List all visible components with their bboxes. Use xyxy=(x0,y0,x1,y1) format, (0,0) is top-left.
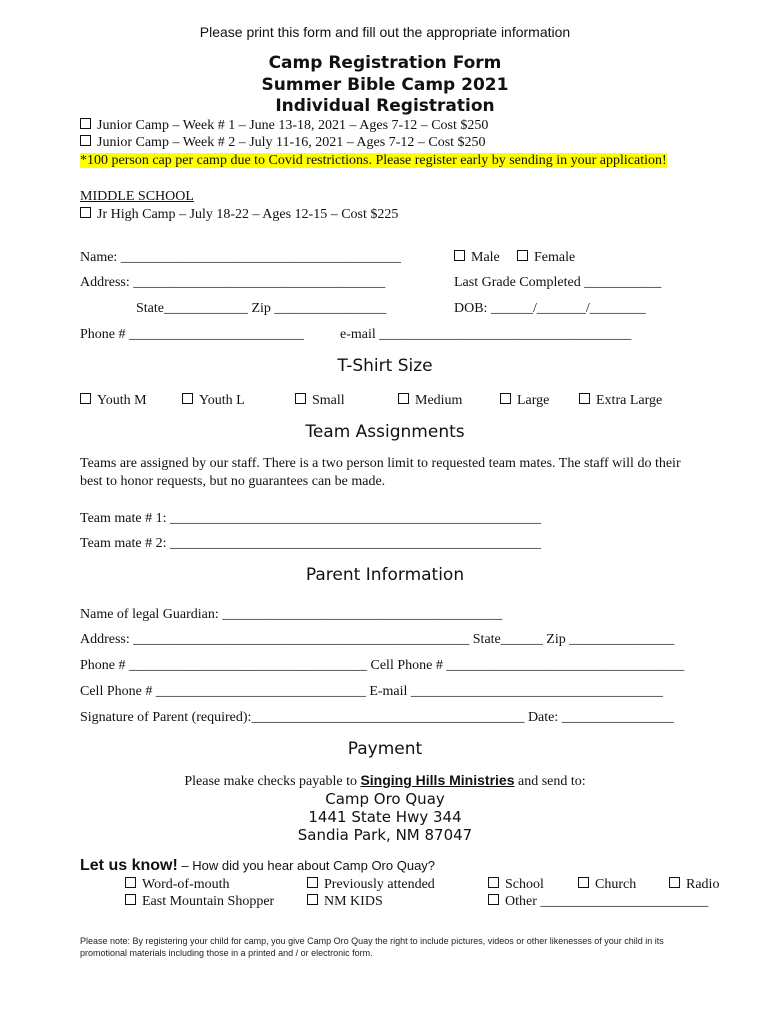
form-title: Camp Registration Form xyxy=(268,53,502,73)
tshirt-youth-m-option[interactable] xyxy=(80,393,147,409)
jr-high-camp-label: Jr High Camp – July 18-22 – Ages 12-15 – Cost $225 xyxy=(97,207,399,222)
female-option[interactable] xyxy=(517,250,575,266)
legal-guardian-field[interactable]: Name of legal Guardian: ________________________________________ xyxy=(80,607,503,622)
checkbox-icon[interactable] xyxy=(307,877,318,888)
mailing-address-line2: 1441 State Hwy 344 xyxy=(308,808,462,826)
team-description-line1: Teams are assigned by our staff. There is a two person limit to requested team mates. The staff will do their xyxy=(80,456,681,471)
checkbox-icon[interactable] xyxy=(454,250,465,261)
tshirt-large-option[interactable] xyxy=(500,393,549,409)
photo-release-note-line2: promotional materials including those in a printed and / or electronic form. xyxy=(80,948,373,958)
checkbox-icon[interactable] xyxy=(125,894,136,905)
survey-church-option[interactable]: Church xyxy=(578,877,636,893)
team-mate-1-field[interactable]: Team mate # 1: _____________________________________________________ xyxy=(80,511,541,526)
parent-phone-field[interactable]: Phone # __________________________________ Cell Phone # __________________________________ xyxy=(80,658,685,673)
survey-radio-option[interactable]: Radio xyxy=(669,877,719,893)
form-subtitle: Summer Bible Camp 2021 xyxy=(261,75,509,95)
email-field[interactable]: e-mail ____________________________________ xyxy=(340,327,632,342)
checkbox-icon[interactable] xyxy=(517,250,528,261)
tshirt-option-label: Youth L xyxy=(199,393,245,408)
parent-information-heading: Parent Information xyxy=(305,565,465,585)
dob-field[interactable]: DOB: ______/_______/________ xyxy=(454,301,646,316)
parent-cell-email-field[interactable]: Cell Phone # ______________________________ E-mail ____________________________________ xyxy=(80,684,663,699)
tshirt-size-heading: T-Shirt Size xyxy=(337,356,433,376)
last-grade-field[interactable]: Last Grade Completed ___________ xyxy=(454,275,662,290)
form-subtitle-individual: Individual Registration xyxy=(275,96,495,116)
team-assignments-heading: Team Assignments xyxy=(305,422,465,442)
junior-camp-week2-option[interactable] xyxy=(80,135,486,151)
male-label: Male xyxy=(471,250,500,265)
mailing-address-line1: Camp Oro Quay xyxy=(325,790,445,808)
survey-other-option[interactable]: Other ________________________ xyxy=(488,894,708,910)
checkbox-icon[interactable] xyxy=(500,393,511,404)
tshirt-extra-large-option[interactable] xyxy=(579,393,662,409)
checkbox-icon[interactable] xyxy=(488,877,499,888)
tshirt-small-option[interactable] xyxy=(295,393,345,409)
jr-high-camp-option[interactable] xyxy=(80,207,398,223)
phone-field[interactable]: Phone # _________________________ xyxy=(80,327,304,342)
checkbox-icon[interactable] xyxy=(80,135,91,146)
form-instruction: Please print this form and fill out the appropriate information xyxy=(199,24,571,40)
tshirt-option-label: Small xyxy=(312,393,345,408)
payment-instructions: Please make checks payable to Singing Hills Ministries and send to: xyxy=(184,772,586,789)
team-description-line2: best to honor requests, but no guarantees can be made. xyxy=(80,474,386,489)
tshirt-medium-option[interactable] xyxy=(398,393,462,409)
checkbox-icon[interactable] xyxy=(579,393,590,404)
tshirt-option-label: Medium xyxy=(415,393,463,408)
survey-previously-attended-option[interactable]: Previously attended xyxy=(307,877,435,893)
photo-release-note-line1: Please note: By registering your child for camp, you give Camp Oro Quay the right to include pictures, videos or other likenesses of your child in its xyxy=(80,936,664,946)
payee-name: Singing Hills Ministries xyxy=(360,772,515,788)
junior-camp-week1-option[interactable] xyxy=(80,118,488,134)
parent-address-field[interactable]: Address: ________________________________________________ State______ Zip _______________ xyxy=(80,632,675,647)
male-option[interactable] xyxy=(454,250,500,266)
checkbox-icon[interactable] xyxy=(307,894,318,905)
mailing-address-line3: Sandia Park, NM 87047 xyxy=(297,826,473,844)
checkbox-icon[interactable] xyxy=(80,393,91,404)
survey-question: Let us know! – How did you hear about Camp Oro Quay? xyxy=(80,857,436,874)
checkbox-icon[interactable] xyxy=(182,393,193,404)
tshirt-option-label: Youth M xyxy=(97,393,147,408)
let-us-know-heading: Let us know! xyxy=(80,857,178,874)
checkbox-icon[interactable] xyxy=(488,894,499,905)
covid-notice: *100 person cap per camp due to Covid restrictions. Please register early by sending in your application! xyxy=(80,153,667,168)
junior-camp-week1-label: Junior Camp – Week # 1 – June 13-18, 2021 – Ages 7-12 – Cost $250 xyxy=(97,118,489,133)
middle-school-heading: MIDDLE SCHOOL xyxy=(80,189,194,204)
state-zip-field[interactable]: State____________ Zip ________________ xyxy=(136,301,387,316)
team-mate-2-field[interactable]: Team mate # 2: _____________________________________________________ xyxy=(80,536,541,551)
checkbox-icon[interactable] xyxy=(398,393,409,404)
parent-signature-field[interactable]: Signature of Parent (required):_______________________________________ Date: ________________ xyxy=(80,710,674,725)
address-field[interactable]: Address: ____________________________________ xyxy=(80,275,386,290)
female-label: Female xyxy=(534,250,576,265)
survey-nm-kids-option[interactable]: NM KIDS xyxy=(307,894,383,910)
tshirt-option-label: Large xyxy=(517,393,550,408)
checkbox-icon[interactable] xyxy=(669,877,680,888)
survey-word-of-mouth-option[interactable]: Word-of-mouth xyxy=(125,877,230,893)
tshirt-option-label: Extra Large xyxy=(596,393,663,408)
name-field[interactable]: Name: ________________________________________ xyxy=(80,250,401,265)
checkbox-icon[interactable] xyxy=(80,207,91,218)
survey-school-option[interactable]: School xyxy=(488,877,544,893)
checkbox-icon[interactable] xyxy=(295,393,306,404)
payment-heading: Payment xyxy=(347,739,423,759)
checkbox-icon[interactable] xyxy=(125,877,136,888)
tshirt-youth-l-option[interactable] xyxy=(182,393,245,409)
checkbox-icon[interactable] xyxy=(80,118,91,129)
junior-camp-week2-label: Junior Camp – Week # 2 – July 11-16, 2021 – Ages 7-12 – Cost $250 xyxy=(97,135,486,150)
survey-shopper-option[interactable]: East Mountain Shopper xyxy=(125,894,274,910)
checkbox-icon[interactable] xyxy=(578,877,589,888)
